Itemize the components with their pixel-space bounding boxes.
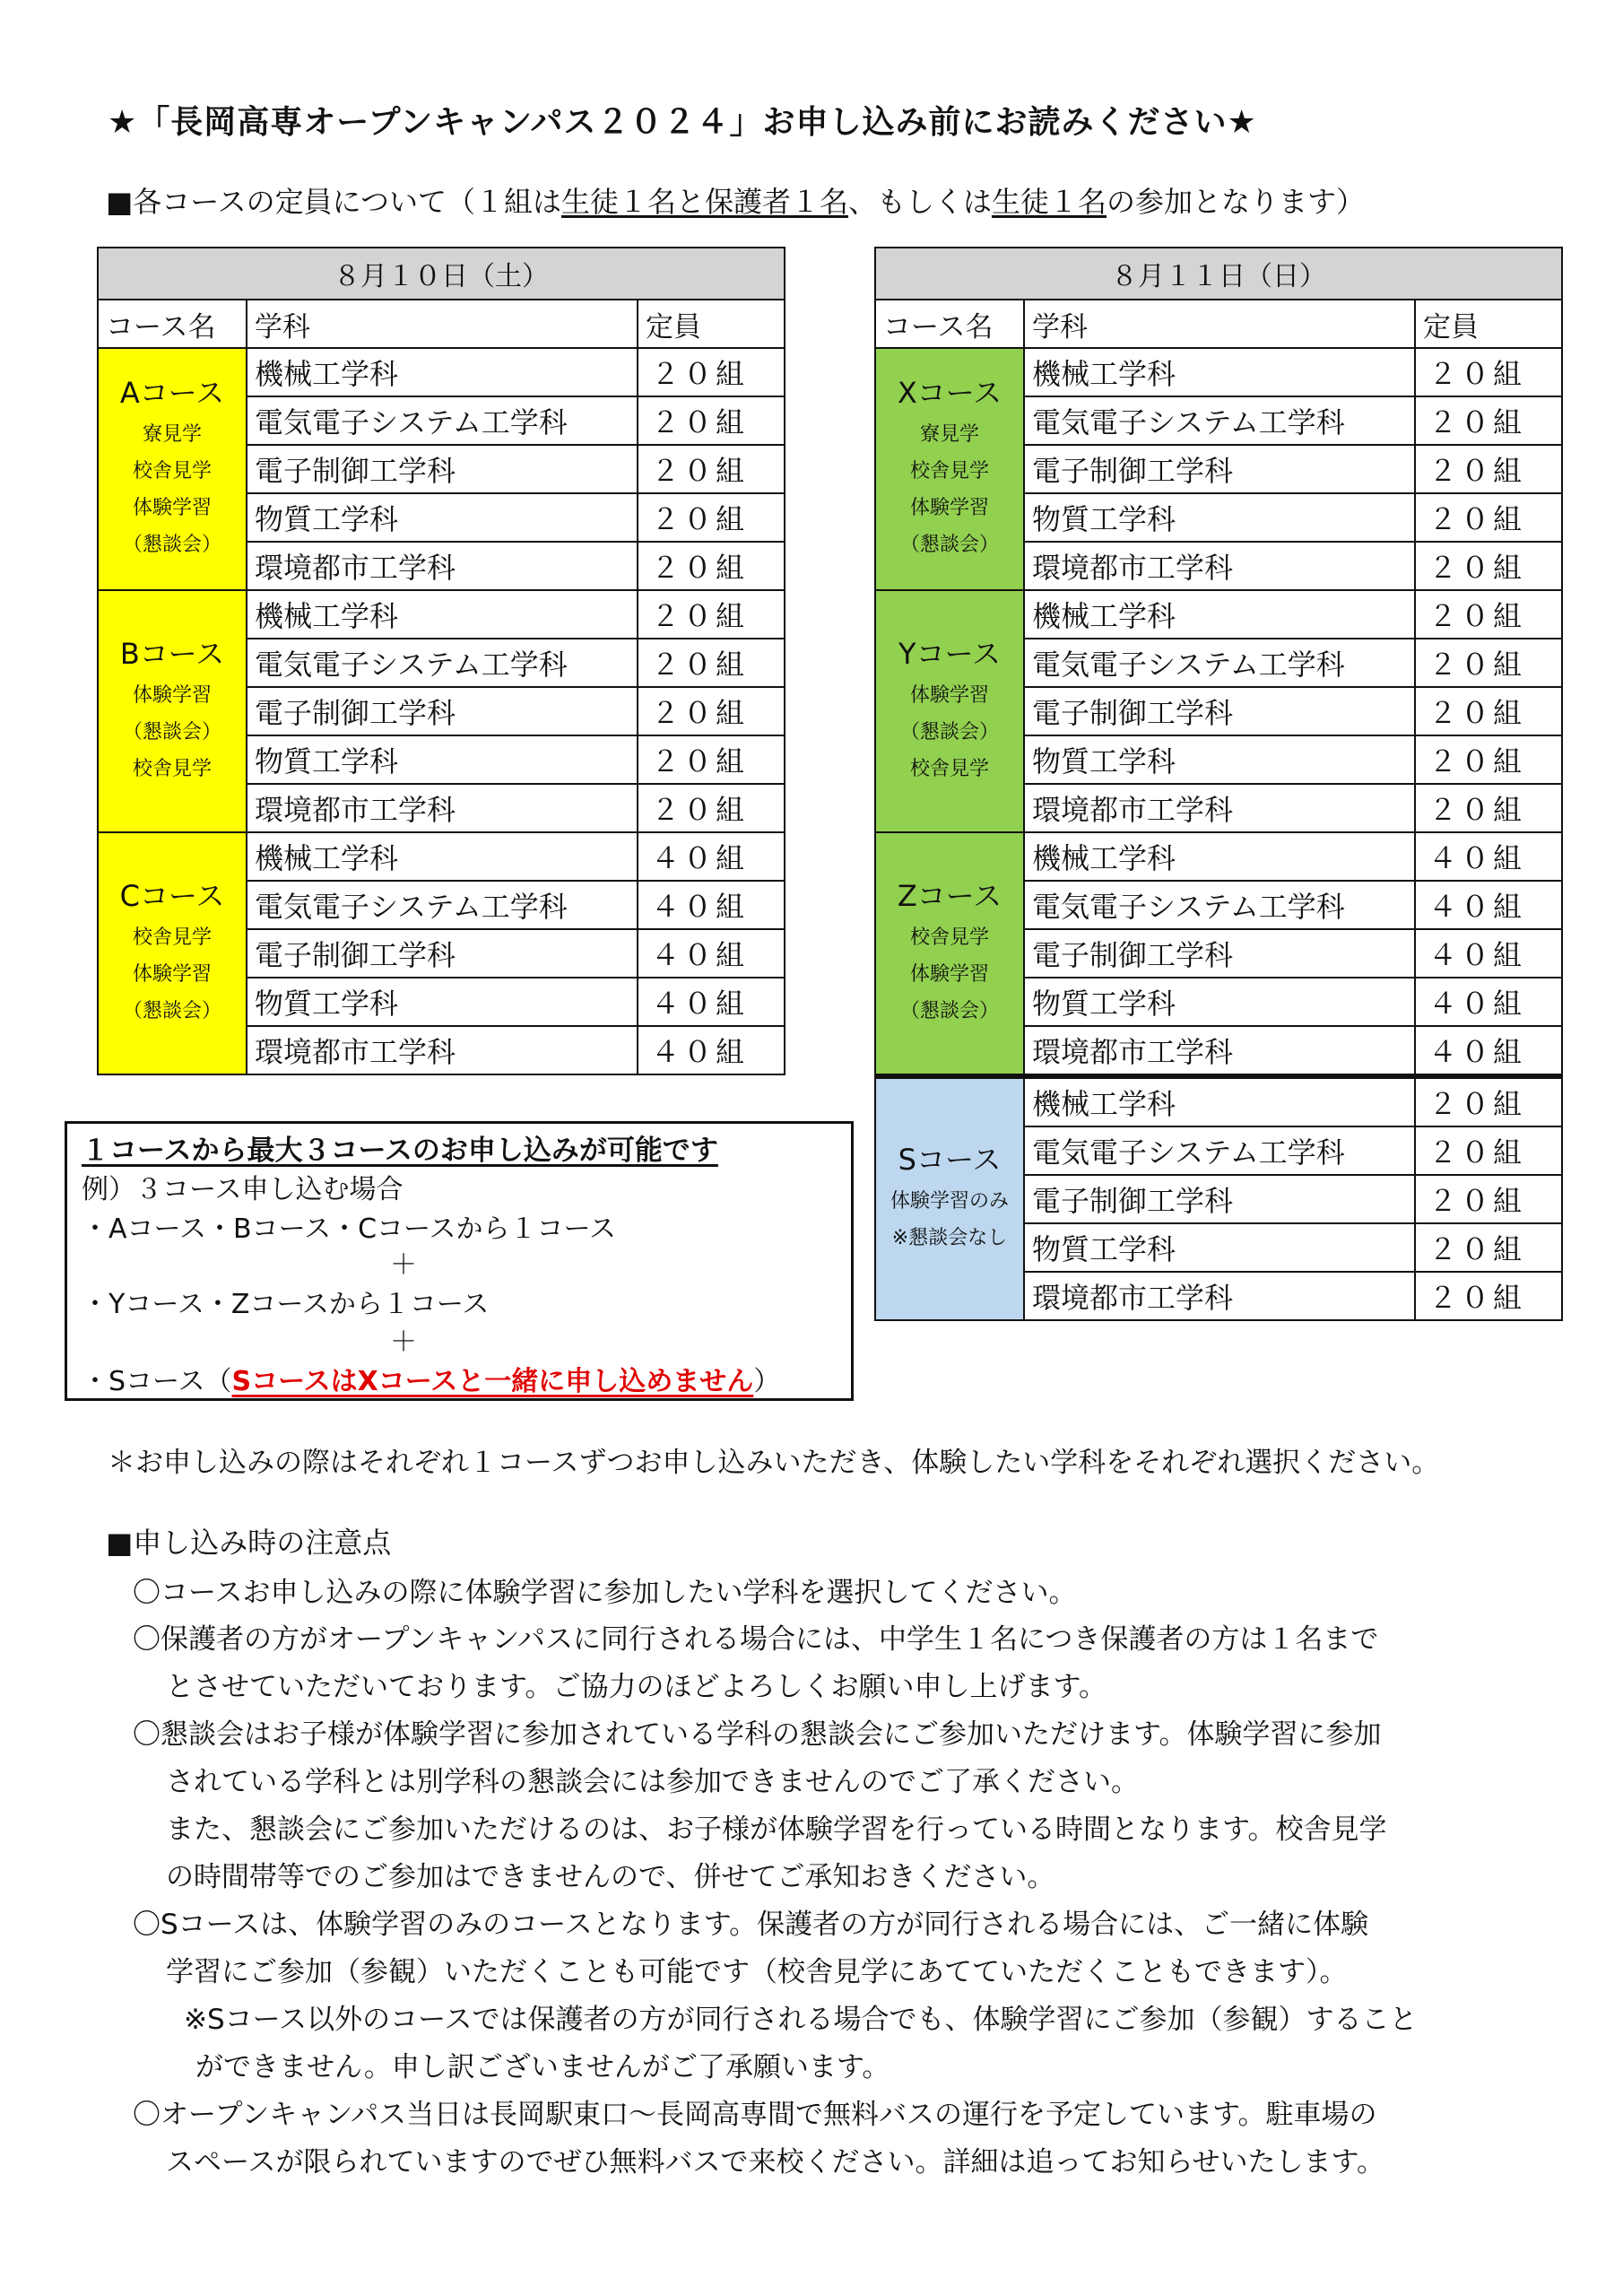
course-cell [875, 1076, 1024, 1320]
capacity-cell: ２０組 [1415, 1126, 1562, 1175]
course-name: Aコース [119, 376, 225, 410]
page-title: ★「長岡高専オープンキャンパス２０２４」お申し込み前にお読みください★ [108, 104, 1257, 141]
notice-option-abc: ・Aコース・Bコース・Cコースから１コース [82, 1213, 617, 1245]
note-line: されている学科とは別学科の懇談会には参加できませんのでご了承ください。 [166, 1766, 1139, 1798]
dept-cell: 物質工学科 [1024, 978, 1415, 1026]
capacity-cell: ２０組 [638, 445, 785, 493]
plus-sign: ＋ [390, 1326, 417, 1358]
notice-warning-red: SコースはXコースと一緒に申し込めません [231, 1366, 754, 1397]
table-row [98, 348, 785, 396]
col-header-capacity: 定員 [1415, 300, 1562, 348]
dept-cell: 環境都市工学科 [1024, 1272, 1415, 1320]
capacity-cell: ２０組 [638, 784, 785, 832]
capacity-cell: ２０組 [638, 735, 785, 784]
dept-cell: 物質工学科 [247, 735, 638, 784]
capacity-cell: ４０組 [638, 1026, 785, 1074]
note-line: ※Sコース以外のコースでは保護者の方が同行される場合でも、体験学習にご参加（参観）すること [184, 2004, 1418, 2036]
capacity-cell: ２０組 [1415, 590, 1562, 639]
course-activity: 体験学習 [132, 962, 212, 986]
col-header-course: コース名 [98, 300, 247, 348]
course-activity: 体験学習のみ [890, 1190, 1009, 1213]
note-line: の時間帯等でのご参加はできませんので、併せてご承知おきください。 [166, 1861, 1055, 1893]
notes-heading: ■申し込み時の注意点 [106, 1526, 392, 1560]
course-name: Yコース [898, 636, 1001, 671]
course-activity: （懇談会） [899, 720, 999, 744]
subtitle-underlined-2: 生徒１名 [992, 185, 1107, 219]
capacity-cell: ２０組 [1415, 1175, 1562, 1223]
capacity-section-heading [106, 179, 1365, 221]
dept-cell: 電子制御工学科 [1024, 445, 1415, 493]
dept-cell: 電子制御工学科 [1024, 1175, 1415, 1223]
capacity-cell: ２０組 [1415, 348, 1562, 396]
subtitle-text: ■各コースの定員について（１組は [106, 185, 561, 219]
course-activity: 体験学習 [132, 683, 212, 707]
course-name: Zコース [897, 878, 1002, 913]
course-activity: （懇談会） [899, 999, 999, 1022]
capacity-cell: ２０組 [638, 590, 785, 639]
note-line: 〇Sコースは、体験学習のみのコースとなります。保護者の方が同行される場合には、ご一緒に体験 [133, 1909, 1369, 1941]
course-activity: （懇談会） [899, 534, 999, 556]
note-line: 学習にご参加（参観）いただくことも可能です（校舎見学にあてていただくこともできます）。 [166, 1956, 1348, 1988]
course-activity: 校舎見学 [132, 926, 212, 949]
col-header-dept: 学科 [1024, 300, 1415, 348]
col-header-dept: 学科 [247, 300, 638, 348]
dept-cell: 環境都市工学科 [247, 542, 638, 590]
notice-heading: １コースから最大３コースのお申し込みが可能です [82, 1135, 718, 1167]
dept-cell: 物質工学科 [247, 978, 638, 1026]
note-line: 〇保護者の方がオープンキャンパスに同行される場合には、中学生１名につき保護者の方は１名まで [133, 1623, 1379, 1656]
dept-cell: 電気電子システム工学科 [247, 881, 638, 929]
capacity-cell: ２０組 [1415, 396, 1562, 445]
course-name: Xコース [897, 376, 1002, 410]
capacity-cell: ２０組 [638, 348, 785, 396]
capacity-cell: ２０組 [1415, 784, 1562, 832]
capacity-cell: ４０組 [638, 978, 785, 1026]
course-limit-notice-box [65, 1121, 854, 1401]
dept-cell: 物質工学科 [1024, 735, 1415, 784]
course-name: Sコース [898, 1143, 1002, 1177]
notice-option-yz: ・Yコース・Zコースから１コース [82, 1289, 490, 1320]
notice-example: 例）３コース申し込む場合 [82, 1174, 404, 1205]
course-cell [875, 348, 1024, 590]
capacity-cell: ２０組 [1415, 1076, 1562, 1126]
course-activity: 校舎見学 [132, 757, 212, 780]
footnote: ＊お申し込みの際はそれぞれ１コースずつお申し込みいただき、体験したい学科をそれぞれ選択ください。 [108, 1447, 1440, 1479]
capacity-cell: ４０組 [638, 832, 785, 881]
dept-cell: 機械工学科 [1024, 348, 1415, 396]
dept-cell: 環境都市工学科 [1024, 784, 1415, 832]
capacity-cell: ２０組 [1415, 687, 1562, 735]
note-line: とさせていただいております。ご協力のほどよろしくお願い申し上げます。 [166, 1671, 1107, 1703]
dept-cell: 物質工学科 [1024, 493, 1415, 542]
subtitle-text: 、もしくは [848, 185, 993, 219]
course-cell [98, 590, 247, 832]
course-activity: 体験学習 [909, 962, 989, 986]
dept-cell: 環境都市工学科 [247, 784, 638, 832]
course-cell [875, 590, 1024, 832]
table-row [875, 348, 1562, 396]
dept-cell: 機械工学科 [1024, 590, 1415, 639]
day1-schedule-table [97, 247, 785, 1075]
dept-cell: 環境都市工学科 [1024, 542, 1415, 590]
day2-date-header: ８月１１日（日） [875, 248, 1562, 300]
table-row [98, 590, 785, 639]
note-line: 〇オープンキャンパス当日は長岡駅東口～長岡高専間で無料バスの運行を予定しています。駐車場の [133, 2099, 1377, 2131]
dept-cell: 電気電子システム工学科 [1024, 396, 1415, 445]
dept-cell: 電気電子システム工学科 [1024, 881, 1415, 929]
notice-option-s [82, 1359, 780, 1398]
course-activity: ※懇談会なし [891, 1227, 1008, 1249]
course-activity: 体験学習 [132, 497, 212, 519]
col-header-course: コース名 [875, 300, 1024, 348]
dept-cell: 電子制御工学科 [1024, 687, 1415, 735]
dept-cell: 機械工学科 [1024, 832, 1415, 881]
subtitle-underlined-1: 生徒１名と保護者１名 [561, 185, 849, 219]
dept-cell: 機械工学科 [247, 832, 638, 881]
note-line: スペースが限られていますのでぜひ無料バスで来校ください。詳細は追ってお知らせいたします。 [166, 2146, 1385, 2179]
table-row [875, 590, 1562, 639]
capacity-cell: ２０組 [1415, 542, 1562, 590]
note-line: また、懇談会にご参加いただけるのは、お子様が体験学習を行っている時間となります。校舎見学 [166, 1813, 1387, 1846]
note-line: 〇懇談会はお子様が体験学習に参加されている学科の懇談会にご参加いただけます。体験学習に参加 [133, 1718, 1382, 1751]
day2-schedule-table [874, 247, 1563, 1321]
dept-cell: 環境都市工学科 [247, 1026, 638, 1074]
capacity-cell: ２０組 [1415, 445, 1562, 493]
dept-cell: 電子制御工学科 [247, 687, 638, 735]
capacity-cell: ２０組 [1415, 639, 1562, 687]
capacity-cell: ２０組 [1415, 735, 1562, 784]
table-row [875, 1076, 1562, 1126]
note-line: ができません。申し訳ございませんがご了承願います。 [195, 2051, 890, 2083]
capacity-cell: ２０組 [638, 396, 785, 445]
capacity-cell: ２０組 [638, 639, 785, 687]
course-activity: 校舎見学 [909, 460, 989, 483]
dept-cell: 電気電子システム工学科 [247, 639, 638, 687]
capacity-cell: ４０組 [1415, 978, 1562, 1026]
course-cell [98, 832, 247, 1074]
course-activity: 校舎見学 [132, 460, 212, 483]
capacity-cell: ４０組 [1415, 881, 1562, 929]
dept-cell: 電子制御工学科 [247, 445, 638, 493]
course-name: Cコース [119, 878, 225, 913]
capacity-cell: ２０組 [638, 542, 785, 590]
capacity-cell: ２０組 [1415, 1223, 1562, 1272]
dept-cell: 環境都市工学科 [1024, 1026, 1415, 1076]
dept-cell: 物質工学科 [247, 493, 638, 542]
course-activity: （懇談会） [122, 999, 221, 1022]
dept-cell: 機械工学科 [1024, 1076, 1415, 1126]
day1-date-header: ８月１０日（土） [98, 248, 785, 300]
col-header-capacity: 定員 [638, 300, 785, 348]
capacity-cell: ２０組 [638, 687, 785, 735]
dept-cell: 電気電子システム工学科 [1024, 1126, 1415, 1175]
course-activity: （懇談会） [122, 720, 221, 744]
course-cell [98, 348, 247, 590]
table-row [98, 832, 785, 881]
course-activity: 体験学習 [909, 497, 989, 519]
note-line: 〇コースお申し込みの際に体験学習に参加したい学科を選択してください。 [133, 1577, 1077, 1609]
plus-sign: ＋ [390, 1249, 417, 1281]
dept-cell: 機械工学科 [247, 590, 638, 639]
course-activity: （懇談会） [122, 534, 221, 556]
course-activity: 校舎見学 [909, 926, 989, 949]
capacity-cell: ４０組 [638, 929, 785, 978]
dept-cell: 機械工学科 [247, 348, 638, 396]
notice-option-s-text: ・Sコース（ [82, 1366, 232, 1397]
capacity-cell: ２０組 [1415, 1272, 1562, 1320]
notice-option-s-text: ） [753, 1366, 781, 1397]
capacity-cell: ４０組 [1415, 1026, 1562, 1076]
course-activity: 校舎見学 [909, 757, 989, 780]
dept-cell: 電子制御工学科 [247, 929, 638, 978]
course-cell [875, 832, 1024, 1076]
capacity-cell: ４０組 [1415, 929, 1562, 978]
course-activity: 寮見学 [919, 423, 979, 446]
capacity-cell: ４０組 [1415, 832, 1562, 881]
capacity-cell: ２０組 [1415, 493, 1562, 542]
course-activity: 体験学習 [909, 683, 989, 707]
course-name: Bコース [119, 636, 225, 671]
dept-cell: 電気電子システム工学科 [1024, 639, 1415, 687]
dept-cell: 電気電子システム工学科 [247, 396, 638, 445]
table-row [875, 832, 1562, 881]
dept-cell: 電子制御工学科 [1024, 929, 1415, 978]
capacity-cell: ２０組 [638, 493, 785, 542]
capacity-cell: ４０組 [638, 881, 785, 929]
dept-cell: 物質工学科 [1024, 1223, 1415, 1272]
course-activity: 寮見学 [142, 423, 202, 446]
subtitle-text: の参加となります） [1107, 185, 1366, 219]
